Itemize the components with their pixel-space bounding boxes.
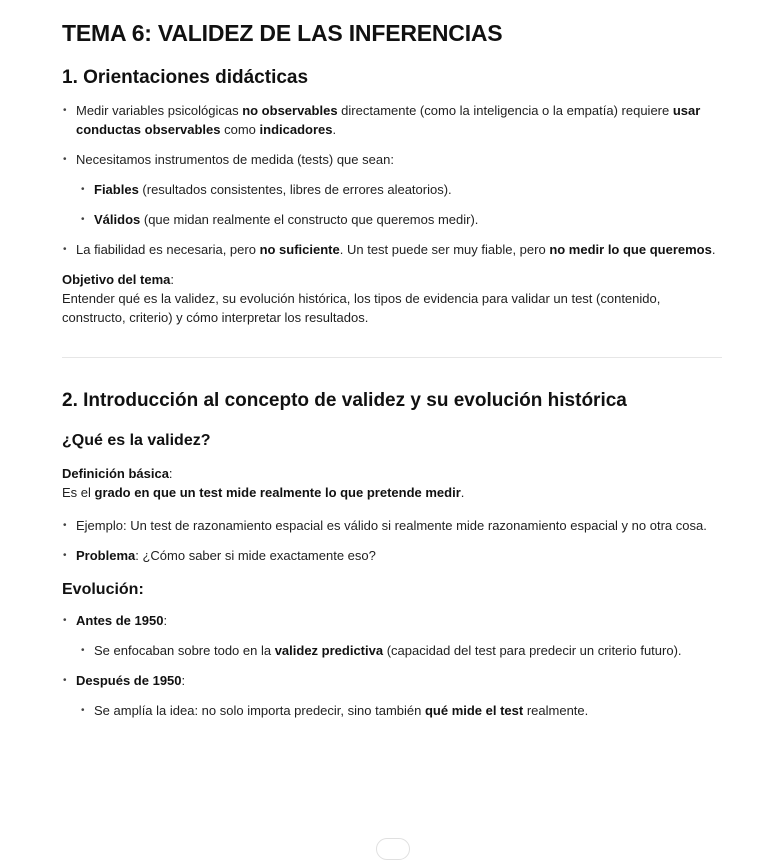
section-1-heading: 1. Orientaciones didácticas [62,67,309,88]
list-item: • Problema: ¿Cómo saber si mide exactamente eso? [62,546,722,565]
list-item: • Se amplía la idea: no solo importa predecir, sino también qué mide el test realmente. [80,701,722,720]
list-item: • Se enfocaban sobre todo en la validez predictiva (capacidad del test para predecir un criterio futuro). [80,641,722,660]
evolution-list [62,611,722,630]
list-item: • Fiables (resultados consistentes, libres de errores aleatorios). [80,180,722,199]
list-item: • Necesitamos instrumentos de medida (tests) que sean: [62,150,722,169]
page-title: TEMA 6: VALIDEZ DE LAS INFERENCIAS [62,20,503,46]
list-item: • Medir variables psicológicas no observables directamente (como la inteligencia o la empatía) requiere usar conductas observables como indicadores. [62,101,722,139]
list-item: • La fiabilidad es necesaria, pero no suficiente. Un test puede ser muy fiable, pero no medir lo que queremos. [62,240,722,259]
objective-block: Objetivo del tema: Entender qué es la validez, su evolución histórica, los tipos de evidencia para validar un test (contenido, constructo, criterio) y cómo interpretar los resultados. [62,272,661,325]
definition-label: Definición básica [62,466,169,481]
evolution-sublist-after [62,701,722,720]
section-2-heading: 2. Introducción al concepto de validez y su evolución histórica [62,390,627,411]
objective-text: Entender qué es la validez, su evolución histórica, los tipos de evidencia para validar un test (contenido, constructo, criterio) y cómo interpretar los resultados. [62,291,661,325]
definition-list [62,516,722,565]
section-divider [62,357,722,358]
objective-label: Objetivo del tema [62,272,171,287]
evolution-heading: Evolución: [62,581,144,598]
definition-block: Definición básica: Es el grado en que un test mide realmente lo que pretende medir. [62,466,465,500]
section-1-list-2 [62,240,722,259]
section-1-list [62,101,722,169]
list-item: • Ejemplo: Un test de razonamiento espacial es válido si realmente mide razonamiento espacial y no otra cosa. [62,516,722,535]
validity-subheading: ¿Qué es la validez? [62,432,211,449]
evolution-sublist-before [62,641,722,660]
section-1-sublist [62,180,722,229]
evolution-list-2 [62,671,722,690]
list-item: • Válidos (que midan realmente el constructo que queremos medir). [80,210,722,229]
list-item: • Antes de 1950: [62,611,722,630]
list-item: • Después de 1950: [62,671,722,690]
scroll-down-button[interactable] [376,838,410,860]
